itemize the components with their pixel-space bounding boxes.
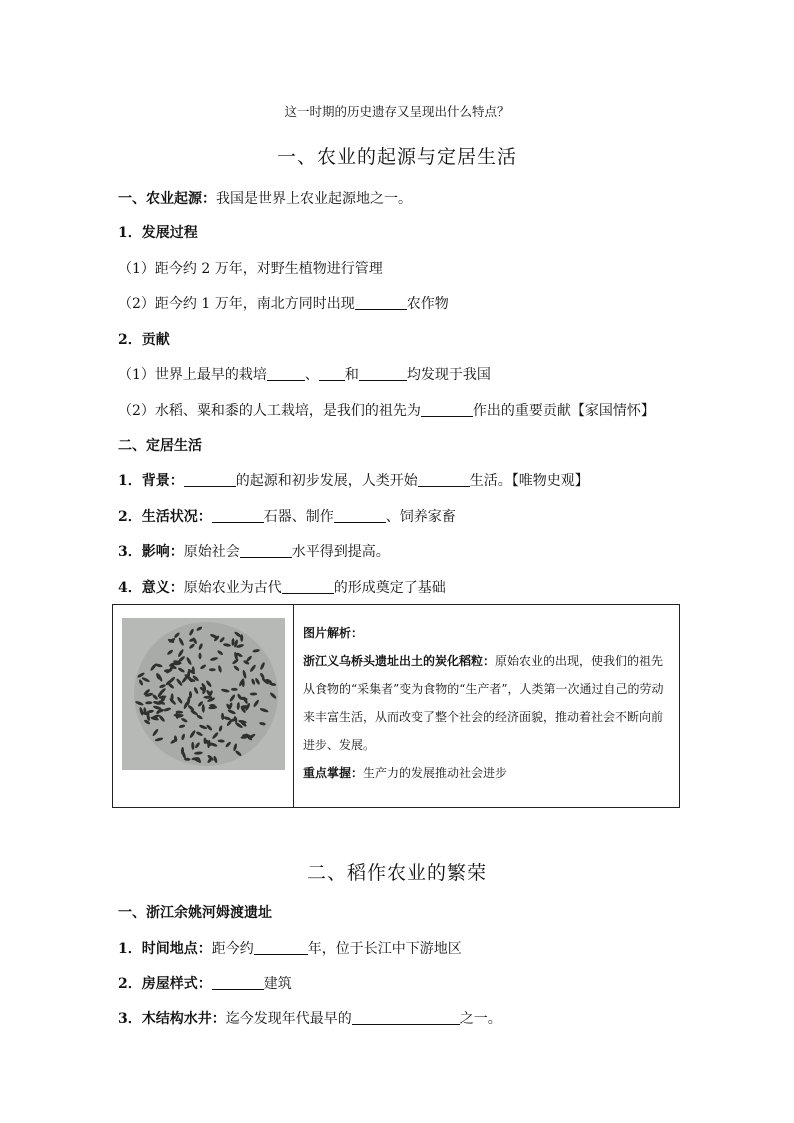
rice-grain: [150, 663, 158, 672]
item1-2-post: 农作物: [406, 296, 449, 312]
analysis-caption: [303, 647, 673, 759]
e3-post: 之一。: [459, 1011, 502, 1027]
carbonized-rice-photo: [122, 618, 285, 770]
rice-grain: [189, 643, 196, 650]
d3-head: 3．影响：: [118, 544, 184, 560]
d3-post: 水平得到提高。: [291, 544, 390, 560]
rice-grain: [189, 730, 197, 739]
item2-2-post: 作出的重要贡献【家国情怀】: [472, 403, 655, 419]
rice-grain: [159, 684, 166, 689]
d1-mid: 的起源和初步发展，人类开始: [235, 473, 418, 489]
d3-pre: 原始社会: [183, 544, 240, 560]
rice-grain: [138, 679, 144, 686]
item2-2-pre: （2）水稻、粟和黍的人工栽培，是我们的祖先为: [118, 403, 421, 419]
item1-head-text: 1．发展过程: [118, 225, 198, 241]
rice-grain: [196, 731, 204, 737]
rice-grain: [177, 648, 184, 657]
rice-grain: [254, 677, 260, 685]
item2-1-sep1: 、: [304, 367, 319, 383]
rice-grain: [194, 751, 203, 755]
rice-grain: [213, 755, 218, 763]
fill-blank[interactable]: [240, 543, 292, 558]
item1-1: （1）距今约 2 万年，对野生植物进行管理: [118, 261, 383, 277]
figure-analysis: [303, 619, 673, 787]
caption-title: 浙江义乌桥头遗址出土的炭化稻粒：: [303, 654, 496, 668]
rice-grain: [232, 658, 240, 665]
rice-grain: [236, 702, 240, 710]
d2-head: 2．生活状况：: [118, 509, 212, 525]
rice-grain: [194, 742, 200, 749]
rice-grain: [191, 742, 194, 750]
e3-head: 3．木结构水井：: [118, 1011, 226, 1027]
fill-blank[interactable]: [418, 472, 470, 487]
rice-grain: [259, 662, 265, 671]
rice-grain: [221, 713, 224, 720]
d3: [118, 542, 390, 562]
rice-grain: [167, 682, 175, 689]
d1: [118, 471, 589, 491]
item2-1: [118, 365, 491, 385]
rice-grain: [152, 728, 159, 737]
rice-grain: [202, 704, 205, 713]
key-text: 生产力的发展推动社会进步: [363, 766, 508, 780]
rice-grain: [242, 670, 247, 679]
item2-1-sep2: 和: [344, 367, 359, 383]
rice-grain: [253, 699, 260, 708]
rice-grain: [145, 701, 152, 704]
rice-grain: [205, 680, 212, 688]
s2-part1-head: 一、浙江余姚河姆渡遗址: [118, 905, 272, 921]
rice-grain: [166, 649, 173, 656]
item2-head-text: 2．贡献: [118, 332, 170, 348]
item1-head: [118, 223, 198, 243]
item2-2: [118, 401, 655, 421]
rice-grain: [209, 668, 216, 671]
rice-grain: [251, 678, 256, 685]
rice-grain: [250, 693, 258, 696]
fill-blank[interactable]: [359, 366, 407, 381]
rice-grain: [199, 664, 206, 670]
e2-head: 2．房屋样式：: [118, 976, 212, 992]
rice-grain: [210, 656, 219, 661]
rice-grain: [245, 655, 252, 662]
rice-grain: [217, 665, 222, 673]
e2: [118, 974, 292, 994]
rice-grain: [176, 696, 183, 704]
figure-divider: [293, 605, 294, 807]
rice-grain: [242, 696, 249, 704]
e1-head: 1．时间地点：: [118, 941, 212, 957]
rice-grain: [168, 676, 176, 684]
e3-pre: 迄今发现年代最早的: [225, 1011, 352, 1027]
rice-grain: [141, 676, 150, 683]
rice-grain: [225, 741, 232, 748]
fill-blank[interactable]: [421, 402, 473, 417]
s2-part1: [118, 903, 272, 923]
part1-text: 我国是世界上农业起源地之一。: [216, 191, 412, 207]
e3: [118, 1009, 502, 1029]
rice-grain: [249, 664, 257, 673]
fill-blank[interactable]: [212, 508, 264, 523]
rice-grain: [177, 667, 185, 673]
item1-2-pre: （2）距今约 1 万年，南北方同时出现: [118, 296, 355, 312]
rice-grain: [269, 692, 277, 700]
part2-head-text: 二、定居生活: [118, 438, 202, 454]
rice-grain: [227, 709, 236, 715]
rice-grain: [259, 722, 266, 726]
rice-grain: [240, 634, 243, 642]
d4-head: 4．意义：: [118, 580, 184, 596]
rice-grain: [181, 733, 186, 740]
rice-grain: [217, 650, 224, 656]
fill-blank[interactable]: [212, 975, 264, 990]
rice-grain: [233, 743, 238, 752]
rice-grain: [163, 707, 172, 712]
fill-blank[interactable]: [184, 472, 236, 487]
caption-text: 原始农业的出现，使我们的祖先从食物的“采集者”变为食物的“生产者”，人类第一次通过自己的劳动来丰富生活，从而改变了整个社会的经济面貌，推动着社会不断向前进步、发展。: [303, 654, 664, 752]
part1-line: [118, 189, 412, 209]
item2-head: [118, 330, 170, 350]
fill-blank[interactable]: [355, 295, 407, 310]
fill-blank[interactable]: [254, 940, 308, 955]
d4-pre: 原始农业为古代: [183, 580, 282, 596]
rice-grain: [223, 716, 231, 721]
e1: [118, 939, 462, 959]
part2-head: [118, 436, 202, 456]
d1-head: 1．背景：: [118, 473, 184, 489]
fill-blank[interactable]: [334, 508, 386, 523]
e1-post: 年，位于长江中下游地区: [307, 941, 462, 957]
item1-2: [118, 294, 449, 314]
rice-grain: [219, 636, 226, 643]
rice-grain: [178, 637, 185, 646]
rice-grain: [158, 687, 166, 695]
d2-post: 、饲养家畜: [385, 509, 456, 525]
item2-1-post: 均发现于我国: [406, 367, 491, 383]
rice-grain: [198, 643, 203, 651]
rice-grain: [196, 626, 203, 632]
key-point: [303, 759, 673, 787]
rice-grain: [188, 628, 194, 636]
rice-grain: [178, 724, 185, 729]
rice-grain: [223, 643, 231, 647]
rice-grain: [199, 724, 208, 730]
rice-grain: [206, 724, 213, 731]
rice-grain: [139, 707, 144, 716]
fill-blank[interactable]: [352, 1010, 460, 1025]
rice-grains-icon: [122, 618, 285, 770]
rice-grain: [154, 737, 163, 742]
rice-grain: [152, 694, 159, 701]
rice-grain: [252, 649, 260, 653]
rice-grain: [186, 657, 193, 666]
d2-mid: 石器、制作: [263, 509, 334, 525]
key-label: 重点掌握：: [303, 766, 364, 780]
d4-post: 的形成奠定了基础: [333, 580, 446, 596]
analysis-label: 图片解析：: [303, 626, 364, 640]
d4: [118, 578, 446, 598]
rice-grain: [259, 707, 269, 713]
d1-post: 生活。【唯物史观】: [469, 473, 589, 489]
section1-title: 一、农业的起源与定居生活: [276, 146, 517, 168]
rice-grain: [198, 653, 201, 659]
rice-grain: [211, 731, 219, 739]
fill-blank[interactable]: [319, 366, 345, 381]
intro-question: 这一时期的历史遗存又呈现出什么特点？: [284, 104, 510, 119]
figure-box: [112, 604, 680, 808]
d2: [118, 507, 456, 527]
rice-grain: [221, 688, 230, 693]
rice-grain: [193, 687, 199, 695]
rice-grain: [235, 750, 243, 757]
e1-pre: 距今约: [211, 941, 254, 957]
fill-blank[interactable]: [267, 366, 305, 381]
rice-grain: [135, 700, 144, 706]
rice-grain: [174, 714, 182, 717]
rice-grain: [229, 694, 236, 703]
rice-grain: [218, 725, 223, 732]
item2-1-pre: （1）世界上最早的栽培: [118, 367, 267, 383]
e2-post: 建筑: [263, 976, 292, 992]
rice-grain: [137, 672, 146, 679]
rice-grain: [231, 688, 238, 691]
section2-title: 二、稻作农业的繁荣: [306, 862, 487, 884]
rice-grain: [218, 739, 225, 742]
part1-head: 一、农业起源：: [118, 191, 216, 207]
fill-blank[interactable]: [282, 579, 334, 594]
rice-grain: [233, 665, 240, 672]
rice-grain: [181, 717, 189, 723]
